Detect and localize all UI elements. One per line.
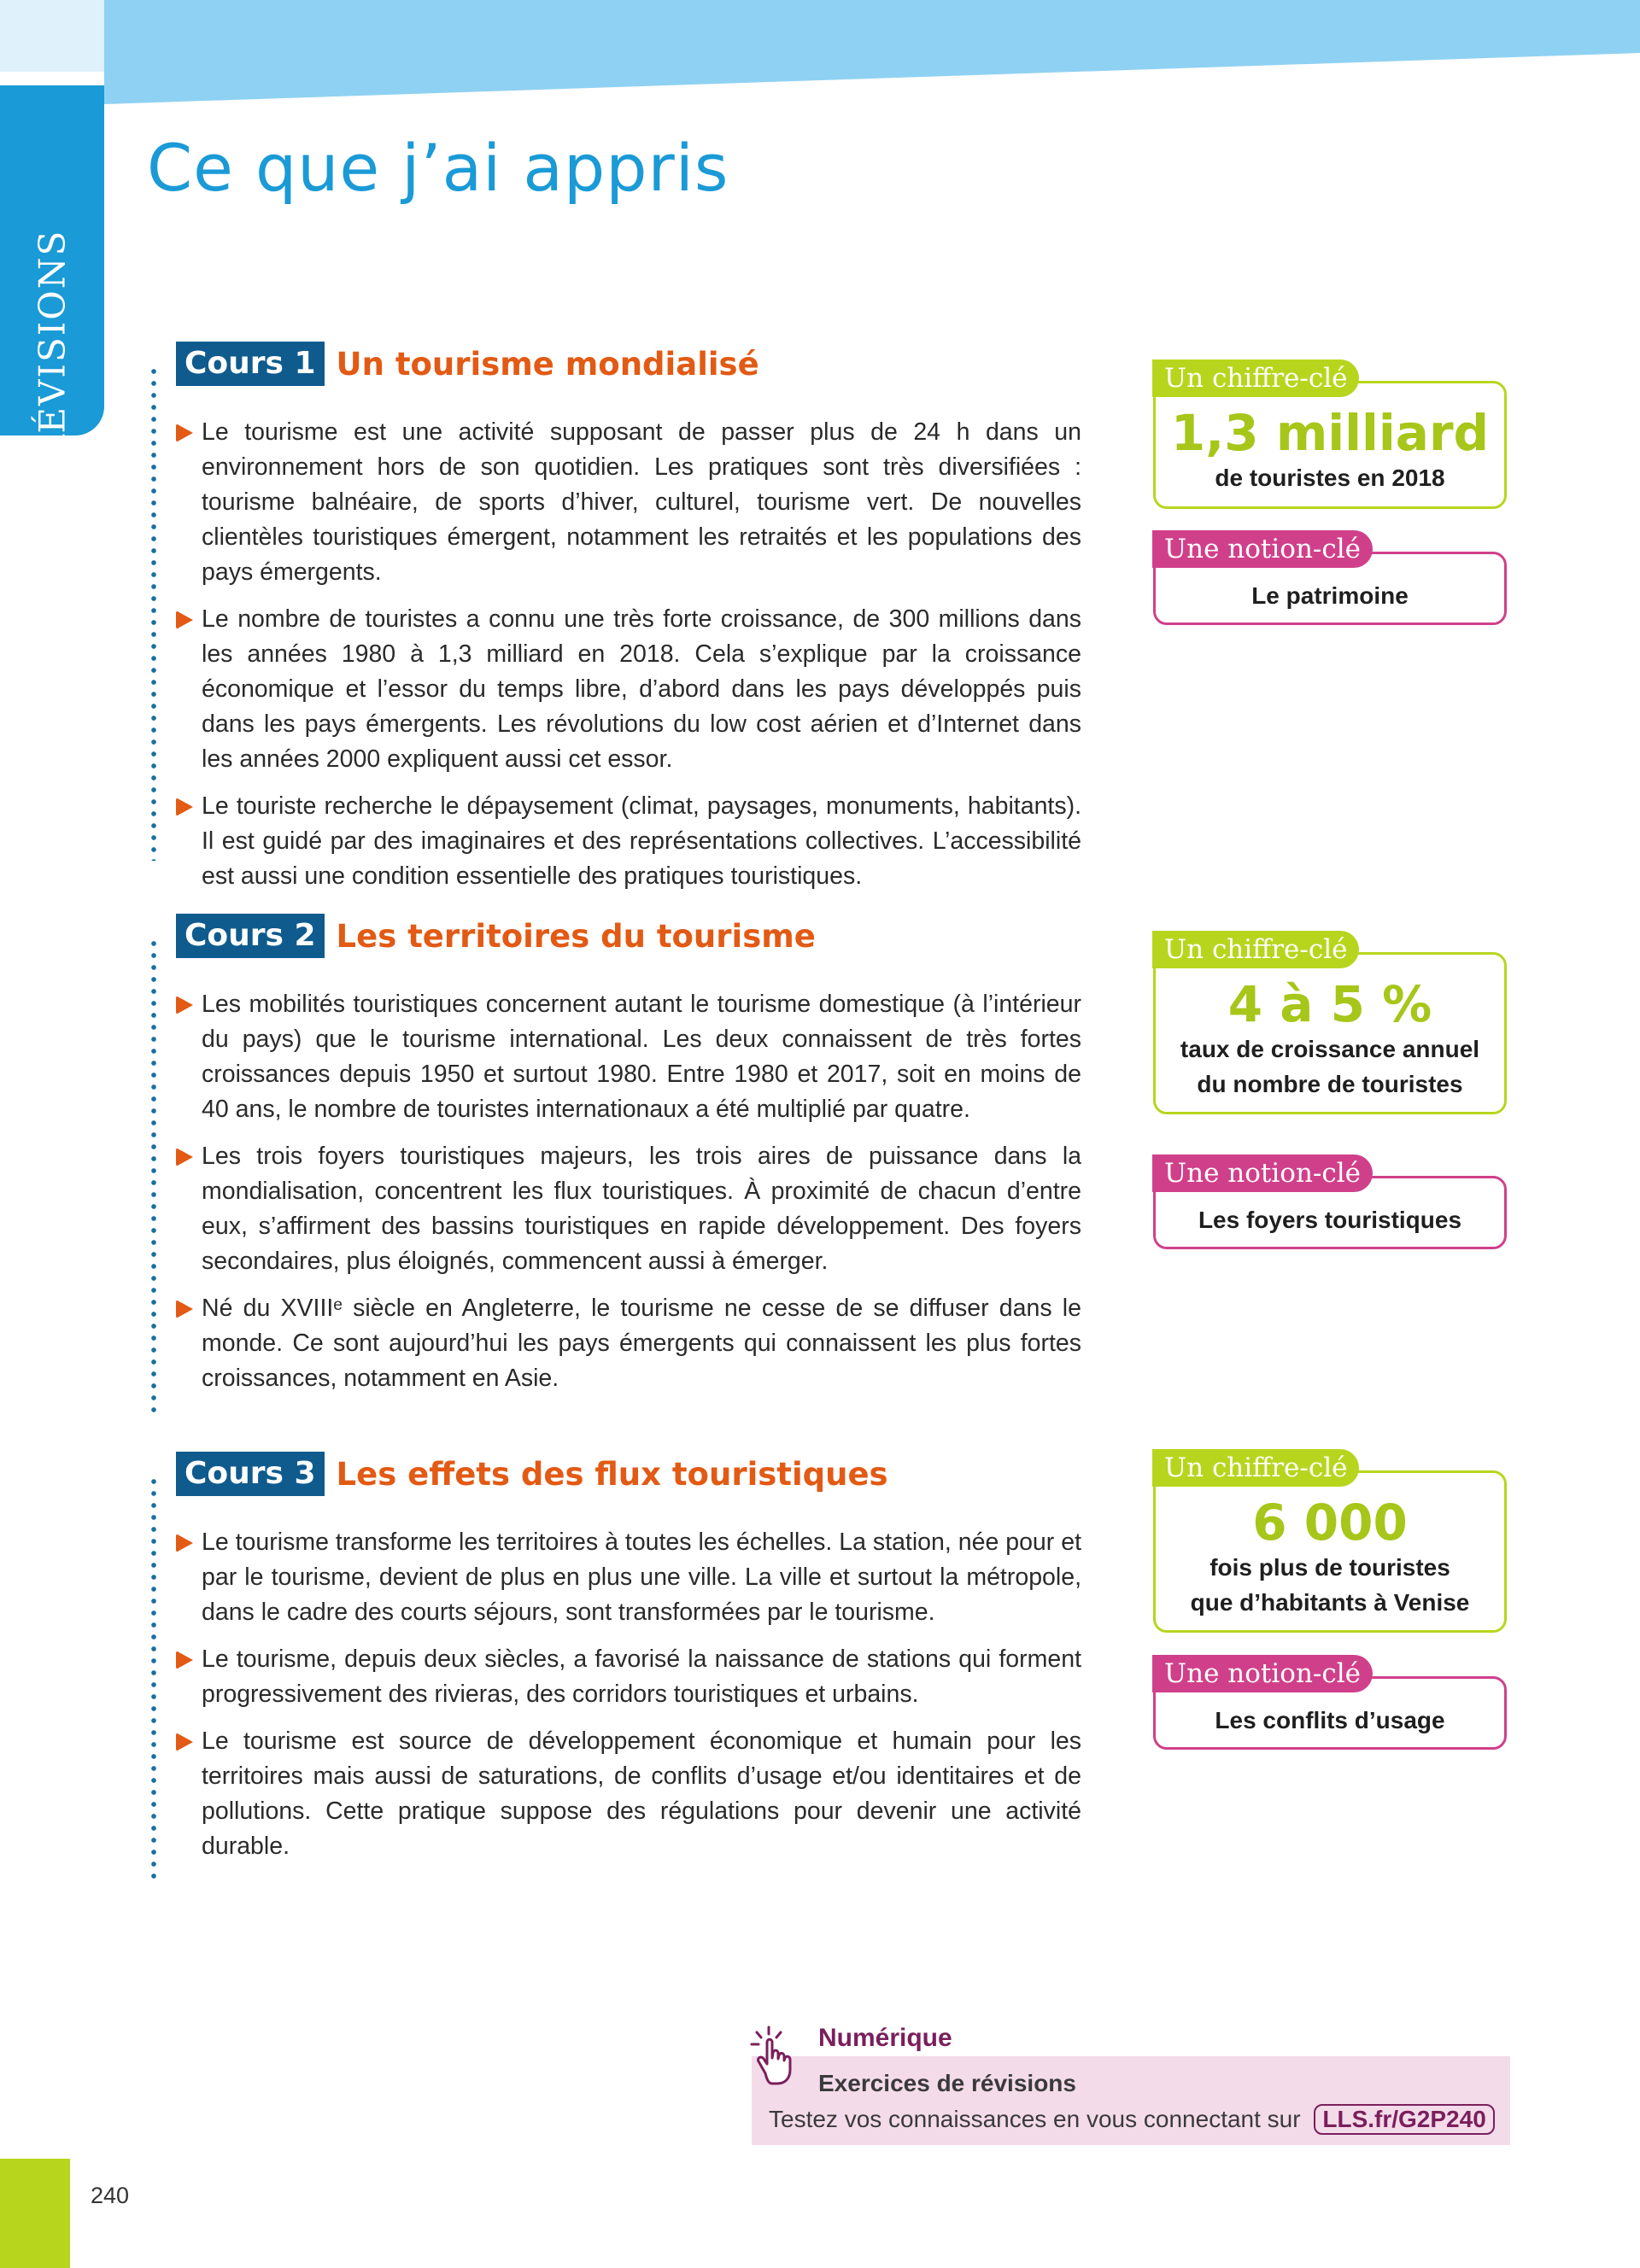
bullet-item (176, 415, 1081, 590)
key-number-caption: du nombre de touristes (1197, 1071, 1463, 1097)
bullet-item (176, 1724, 1081, 1864)
chiffre-cle-card (1153, 363, 1507, 509)
key-notion: Les conflits d’usage (1215, 1707, 1445, 1733)
bullet-item (176, 1642, 1081, 1712)
key-number-caption: que d’habitants à Venise (1190, 1589, 1470, 1616)
key-number-caption: taux de croissance annuel (1180, 1036, 1480, 1062)
cours-badge: Cours 3 (176, 1452, 325, 1496)
chiffre-cle-tab: Un chiffre-clé (1152, 931, 1359, 968)
key-number-caption: fois plus de touristes (1210, 1554, 1450, 1581)
numerique-link[interactable]: LLS.fr/G2P240 (1314, 2104, 1494, 2135)
bullet-item (176, 987, 1081, 1127)
cours-title: Les territoires du tourisme (336, 917, 816, 955)
arrow-bullet-icon (176, 1733, 193, 1751)
notion-cle-tab: Une notion-clé (1152, 1154, 1373, 1192)
key-number: 4 à 5 % (1227, 975, 1432, 1033)
corner-block (0, 2159, 70, 2268)
cours-title: Un tourisme mondialisé (336, 345, 759, 383)
bullet-list (176, 1525, 1081, 1876)
arrow-bullet-icon (176, 611, 193, 629)
key-number: 1,3 milliard (1170, 404, 1490, 462)
cours-badge: Cours 2 (176, 914, 325, 958)
bullet-item (176, 1525, 1081, 1630)
arrow-bullet-icon (176, 424, 193, 442)
bullet-text: Le nombre de touristes a connu une très forte croissance, de 300 millions dans les années 1980 à 1,3 milliard en 2018. Cela s’explique par la croissance économique et l’essor du temps libre, d’abord dans les pays développés puis dans les pays émergents. Les révolutions du low cost aérien et d’Internet dans les années 2000 expliquent aussi cet essor. (202, 605, 1081, 773)
bullet-text: Né du XVIIIᵉ siècle en Angleterre, le tourisme ne cesse de se diffuser dans le monde. Ce sont aujourd’hui les pays émergents qui connaissent les plus fortes croissances, notamment en Asie. (202, 1295, 1081, 1392)
numerique-subtitle: Exercices de révisions (818, 2070, 1076, 2096)
top-banner (0, 0, 1640, 111)
bullet-list (176, 987, 1081, 1408)
chiffre-cle-card (1153, 1453, 1507, 1633)
key-notion: Le patrimoine (1251, 582, 1409, 609)
bullet-item (176, 789, 1081, 894)
arrow-bullet-icon (176, 1300, 193, 1318)
notion-cle-card (1153, 534, 1507, 625)
notion-cle-tab: Une notion-clé (1152, 1655, 1373, 1692)
section-cours-1 (150, 342, 1090, 890)
page-number: 240 (91, 2183, 130, 2208)
side-tab (0, 85, 104, 463)
pointing-hand-icon (743, 2024, 798, 2087)
arrow-bullet-icon (176, 1534, 193, 1552)
bullet-text: Le tourisme est source de développement économique et humain pour les territoires mais aussi de saturations, de conflits d’usage et/ou identitaires et de pollutions. Cette pratique suppose des régulations pour devenir une activité durable. (202, 1727, 1081, 1860)
cours-badge: Cours 1 (176, 342, 325, 386)
arrow-bullet-icon (176, 1651, 193, 1669)
bullet-text: Les trois foyers touristiques majeurs, les trois aires de puissance dans la mondialisation, concentrent les flux touristiques. À proximité de chacun d’entre eux, s’affirment des bassins touristiques en rapide développement. Des foyers secondaires, plus éloignés, commencent aussi à émerger. (202, 1143, 1081, 1275)
page-title: Ce que j’ai appris (147, 130, 729, 206)
bullet-text: Le tourisme transforme les territoires à toutes les échelles. La station, née pour et par le tourisme, devient de plus en plus une ville. La ville et surtout la métropole, dans le cadre des courts séjours, sont transformées par le tourisme. (202, 1529, 1081, 1626)
bullet-text: Les mobilités touristiques concernent autant le tourisme domestique (à l’intérieur du pays) que le tourisme international. Les deux connaissent de très fortes croissances depuis 1950 et surtout 1980. Entre 1980 et 2017, soit en moins de 40 ans, le nombre de touristes internationaux a été multiplié par quatre. (202, 991, 1081, 1123)
dotted-rule (150, 1476, 157, 1884)
numerique-text (769, 2104, 1495, 2135)
bullet-item (176, 602, 1081, 777)
bullet-item (176, 1139, 1081, 1279)
key-number: 6 000 (1252, 1493, 1408, 1552)
bullet-text: Le tourisme est une activité supposant de passer plus de 24 h dans un environnement hors de son quotidien. Les pratiques sont très diversifiées : tourisme balnéaire, de sports d’hiver, culturel, tourisme vert. De nouvelles clientèles touristiques émergent, notamment les retraités et les populations des pays émergents. (202, 418, 1081, 586)
chiffre-cle-tab: Un chiffre-clé (1152, 1449, 1359, 1487)
bullet-text: Le tourisme, depuis deux siècles, a favorisé la naissance de stations qui forment progressivement des rivieras, des corridors touristiques et urbains. (202, 1645, 1081, 1708)
key-notion: Les foyers touristiques (1198, 1207, 1462, 1233)
numerique-instructions: Testez vos connaissances en vous connectant sur (769, 2106, 1301, 2132)
notion-cle-tab: Une notion-clé (1152, 530, 1373, 568)
key-number-caption: de touristes en 2018 (1215, 465, 1445, 491)
arrow-bullet-icon (176, 1148, 193, 1166)
notion-cle-card (1153, 1658, 1507, 1750)
numerique-title: Numérique (818, 2024, 952, 2052)
arrow-bullet-icon (176, 798, 193, 816)
notion-cle-card (1153, 1158, 1507, 1249)
side-tab-label: RÉVISIONS (31, 229, 73, 463)
chiffre-cle-tab: Un chiffre-clé (1152, 359, 1359, 397)
cours-heading (176, 1452, 888, 1496)
arrow-bullet-icon (176, 996, 193, 1014)
cours-heading (176, 914, 816, 958)
section-cours-2 (150, 914, 1090, 1409)
cours-heading (176, 342, 759, 386)
cours-title: Les effets des flux touristiques (336, 1455, 888, 1493)
bullet-item (176, 1291, 1081, 1396)
dotted-rule (150, 938, 157, 1416)
bullet-text: Le touriste recherche le dépaysement (climat, paysages, monuments, habitants). Il est guidé par des imaginaires et des représentations collectives. L’accessibilité est aussi une condition essentielle des pratiques touristiques. (202, 792, 1081, 890)
chiffre-cle-card (1153, 934, 1507, 1114)
section-cours-3 (150, 1452, 1090, 1879)
dotted-rule (150, 365, 157, 861)
bullet-list (176, 415, 1081, 906)
